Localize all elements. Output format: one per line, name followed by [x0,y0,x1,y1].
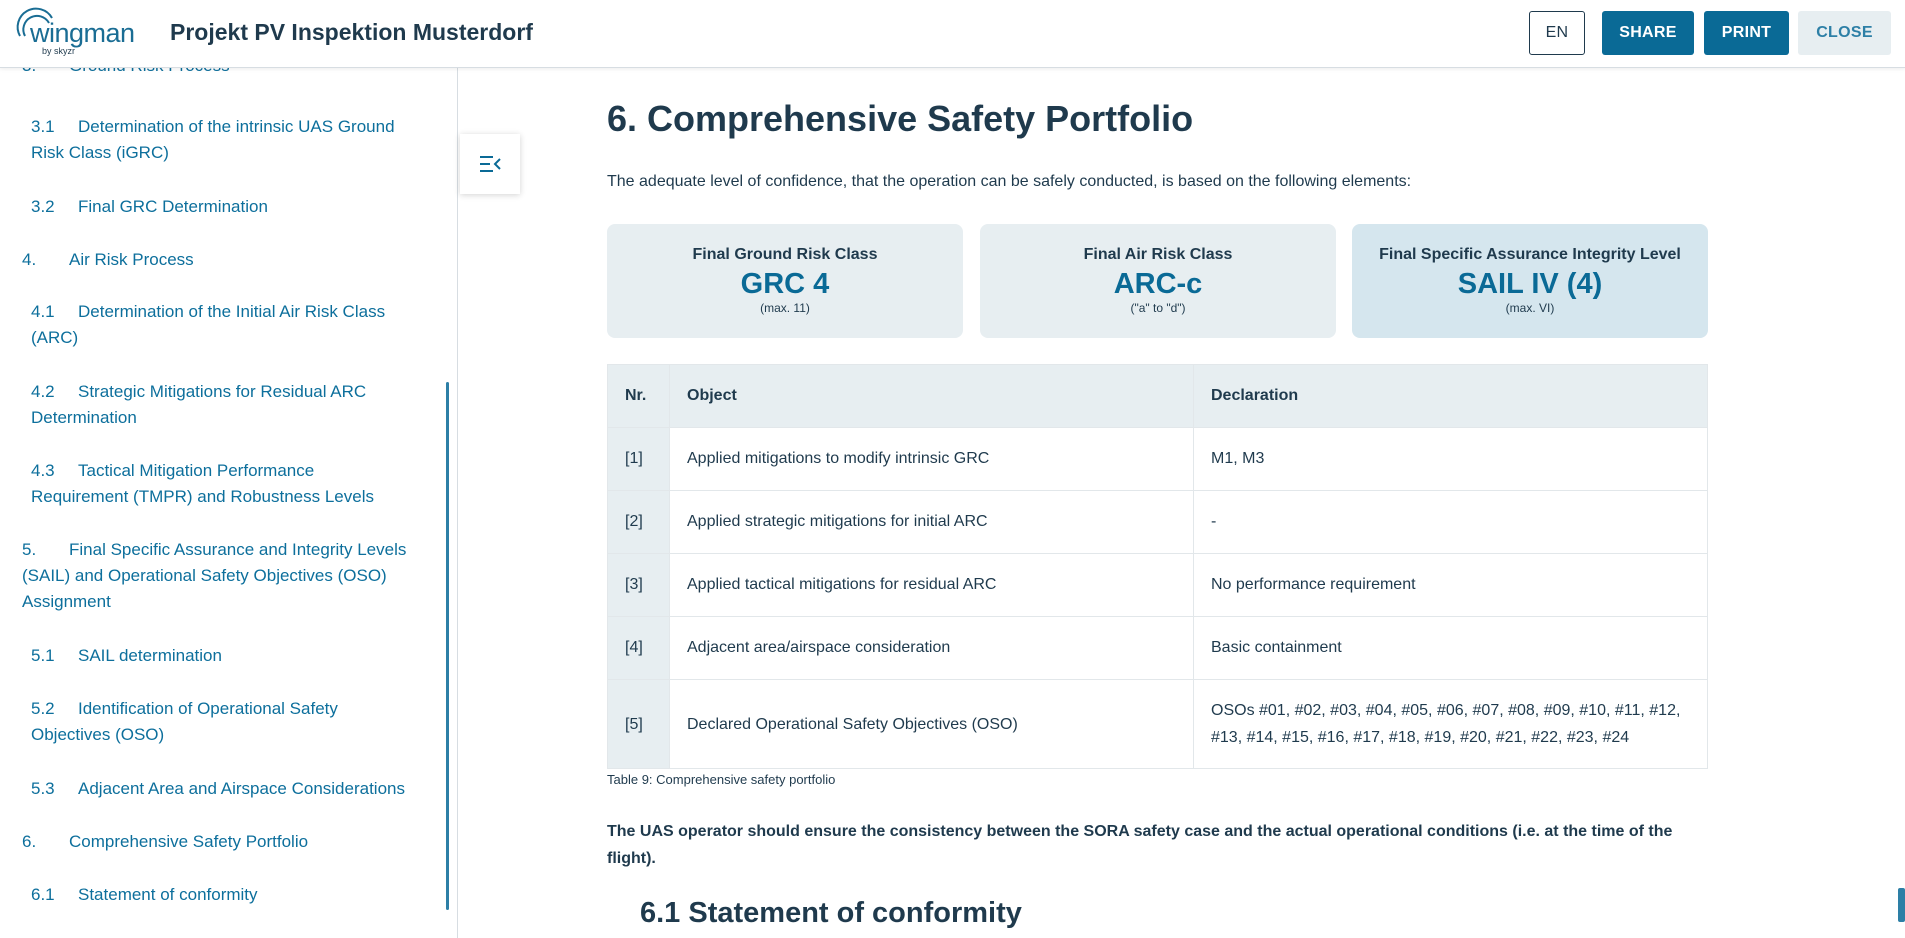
toc-label: Final Specific Assurance and Integrity Levels (SAIL) and Operational Safety Objectives (OSO) Assignment [22,540,407,611]
row-number: [1] [608,428,670,491]
sidebar-scrollbar[interactable] [446,382,449,910]
app-header [0,0,1905,68]
card-value: ARC-c [1113,268,1203,300]
toc-item-5-3[interactable] [31,776,441,802]
row-declaration: Basic containment [1194,617,1708,680]
table-of-contents [0,68,458,938]
toc-number: 3.2 [31,197,55,216]
toc-item-3-2[interactable] [31,194,431,220]
toc-number: 5. [22,540,37,559]
toc-number: 5.2 [31,699,55,718]
row-object: Applied strategic mitigations for initial ARC [670,491,1194,554]
card-value: SAIL IV (4) [1457,268,1603,300]
toc-label: Adjacent Area and Airspace Considerations [78,779,405,798]
share-button[interactable]: SHARE [1602,11,1694,55]
toc-item-4-1[interactable] [31,299,411,351]
toc-number: 4.3 [31,461,55,480]
toc-number: 6.1 [31,885,55,904]
toc-number: 5.1 [31,646,55,665]
close-button[interactable]: CLOSE [1798,11,1891,55]
row-declaration: - [1194,491,1708,554]
row-number: [2] [608,491,670,554]
table-row [608,554,1708,617]
card-label: Final Ground Risk Class [692,246,878,263]
logo-byline: by skyzr [42,46,76,56]
toc-item-4-2[interactable] [31,379,411,431]
page-scrollbar[interactable] [1898,888,1905,922]
intro-text: The adequate level of confidence, that the operation can be safely conducted, is based on the following elements: [607,173,1412,190]
card-label: Final Specific Assurance Integrity Level [1379,246,1681,263]
card-range: ("a" to "d") [1130,301,1186,315]
logo-wordmark: wingman [30,18,135,48]
toc-label: Determination of the Initial Air Risk Class (ARC) [31,302,386,347]
card-value: GRC 4 [740,268,830,300]
section-heading: 6.1 Statement of conformity [640,897,1022,929]
row-object: Applied tactical mitigations for residual ARC [670,554,1194,617]
toc-label: Tactical Mitigation Performance Requirement (TMPR) and Robustness Levels [31,461,374,506]
table-caption: Table 9: Comprehensive safety portfolio [607,772,836,787]
toc-label: Identification of Operational Safety Objectives (OSO) [31,699,338,744]
toc-label: Strategic Mitigations for Residual ARC Determination [31,382,367,427]
toc-number: 5.3 [31,779,55,798]
column-header-nr: Nr. [608,365,670,428]
toc-item-6-1[interactable] [31,882,431,908]
row-number: [4] [608,617,670,680]
row-number: [5] [608,680,670,769]
toc-number: 4. [22,250,37,269]
safety-portfolio-table [607,364,1708,769]
menu-collapse-icon [479,155,501,173]
collapse-sidebar-button[interactable] [460,134,520,194]
card-range: (max. 11) [760,301,810,315]
wingman-logo[interactable] [12,8,142,58]
row-object: Adjacent area/airspace consideration [670,617,1194,680]
arc-card [980,224,1336,338]
sail-card [1352,224,1708,338]
print-button[interactable]: PRINT [1704,11,1789,55]
table-header-row [608,365,1708,428]
card-label: Final Air Risk Class [1083,246,1233,263]
toc-number: 6. [22,832,37,851]
toc-number: 4.2 [31,382,55,401]
card-range: (max. VI) [1505,301,1555,315]
row-declaration: OSOs #01, #02, #03, #04, #05, #06, #07, #08, #09, #10, #11, #12, #13, #14, #15, #16, #17, #18, #19, #20, #21, #22, #23, #24 [1194,680,1708,769]
toc-label: Determination of the intrinsic UAS Ground Risk Class (iGRC) [31,117,395,162]
grc-card [607,224,963,338]
table-row [608,491,1708,554]
toc-item-6[interactable] [22,829,422,855]
toc-label: SAIL determination [78,646,222,665]
toc-item-4-3[interactable] [31,458,411,510]
row-declaration: No performance requirement [1194,554,1708,617]
row-number: [3] [608,554,670,617]
toc-number: 4.1 [31,302,55,321]
table-row [608,428,1708,491]
toc-item-5-2[interactable] [31,696,411,748]
column-header-declaration: Declaration [1194,365,1708,428]
toc-item-3-1[interactable] [31,114,411,166]
toc-label: Air Risk Process [69,250,194,269]
document-title: Projekt PV Inspektion Musterdorf [170,19,533,45]
toc-item-4[interactable] [22,247,422,273]
toc-label: Comprehensive Safety Portfolio [69,832,309,851]
toc-label: Statement of conformity [78,885,258,904]
row-object: Applied mitigations to modify intrinsic GRC [670,428,1194,491]
table-row [608,617,1708,680]
row-object: Declared Operational Safety Objectives (OSO) [670,680,1194,769]
table-row [608,680,1708,769]
toc-item-5-1[interactable] [31,643,431,669]
page-title: 6. Comprehensive Safety Portfolio [607,98,1194,139]
operator-note: The UAS operator should ensure the consistency between the SORA safety case and the actual operational conditions (i.e. at the time of the flight). [607,823,1673,867]
row-declaration: M1, M3 [1194,428,1708,491]
toc-label: Final GRC Determination [78,197,268,216]
toc-number: 3.1 [31,117,55,136]
column-header-object: Object [670,365,1194,428]
toc-item-5[interactable] [22,537,422,615]
language-button[interactable]: EN [1529,11,1585,55]
